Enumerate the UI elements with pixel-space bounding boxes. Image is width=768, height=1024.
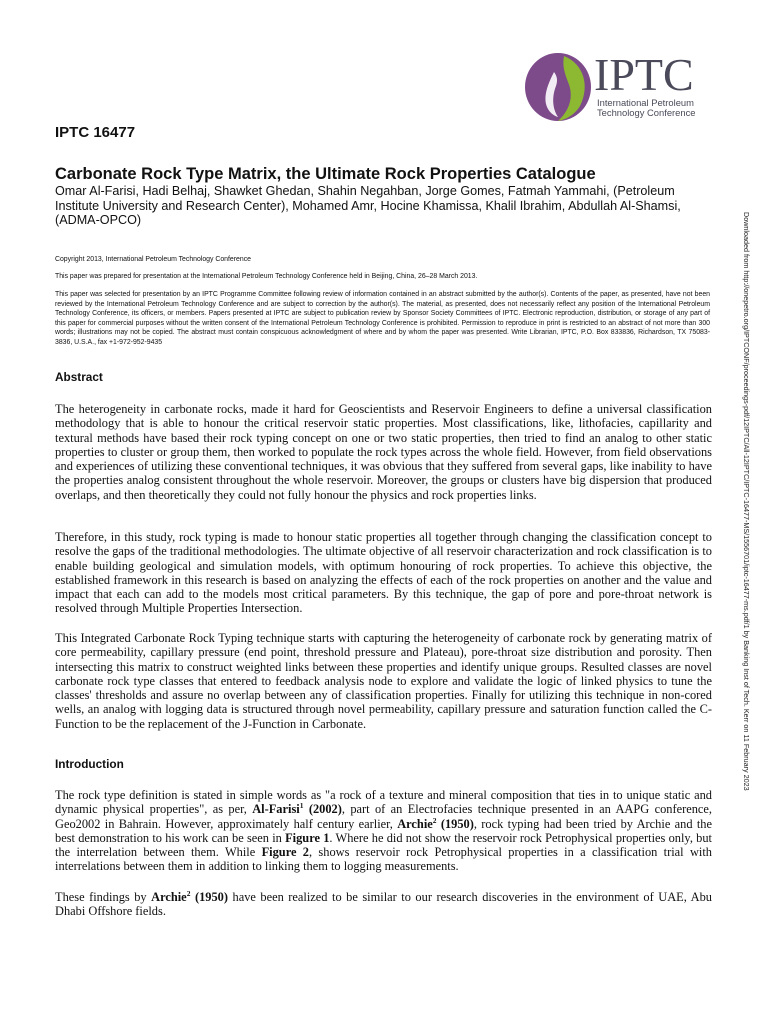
citation-al-farisi: Al-Farisi$^1$ (2002) bbox=[252, 801, 342, 817]
abstract-paragraph-1: The heterogeneity in carbonate rocks, made it hard for Geoscientists and Reservoir Engineers to define a universal classification methodology that is able to honour the critical reservoir static properties. Most classifications, like, lithofacies, capillarity and textural methods have based their rock typing concept on one or two static properties, then tried to find an analog to other static properties to cluster or group them, then worked to populate the rock types across the whole field. However, from field observations and experiences of utilizing these conventional techniques, it was obvious that they suffered from several gaps, like inability to have the properties analog consistent throughout the whole reservoir. Moreover, the groups or clusters have big dispersion that produced overlaps, and then theoretically they could not fully honour the physics and rock properties links. bbox=[55, 402, 712, 502]
download-side-note-text: Downloaded from http://onepetro.org/IPTCONF/proceedings-pdf/12IPTC/All-12IPTC/IPTC-16477-MS/1556701/iptc-16477-ms.pdf/1 by Banking Inst of Tech. Kerr on 11 February 2023 bbox=[742, 212, 751, 791]
paper-title: Carbonate Rock Type Matrix, the Ultimate Rock Properties Catalogue bbox=[55, 165, 596, 183]
logo-subtitle-line1: International Petroleum bbox=[597, 97, 694, 108]
copyright-notice: Copyright 2013, International Petroleum Technology Conference bbox=[55, 256, 251, 263]
presentation-notice: This paper was prepared for presentation at the International Petroleum Technology Conference held in Beijing, China, 26–28 March 2013. bbox=[55, 273, 478, 280]
paper-number: IPTC 16477 bbox=[55, 124, 136, 141]
citation-archie: Archie$^2$ (1950) bbox=[397, 815, 474, 831]
introduction-heading: Introduction bbox=[55, 757, 124, 771]
introduction-paragraph-1: The rock type definition is stated in simple words as "a rock of a texture and mineral composition that ties in to unique static and dynamic physical properties", as per, Al-Farisi$^1$ (2002), part of an Electrofacies technique presented in an AAPG conference, Geo2002 in Bahrain. However, approximately half century earlier, Archie$^2$ (1950), rock typing had been tried by Archie and the best demonstration to his work can be seen in Figure 1. Where he did not show the reservoir rock Petrophysical properties only, but the interrelation between them. While Figure 2, shows reservoir rock Petrophysical properties in a classification trial with interrelations between them in addition to linking them to logging measurements. bbox=[55, 788, 712, 874]
author-list: Omar Al-Farisi, Hadi Belhaj, Shawket Ghedan, Shahin Negahban, Jorge Gomes, Fatmah Yammahi, (Petroleum Institute University and Research Center), Mohamed Amr, Hocine Khamissa, Khalil Ibrahim, Abdullah Al-Shamsi, (ADMA-OPCO) bbox=[55, 184, 681, 228]
introduction-paragraph-2: These findings by Archie$^2$ (1950) have been realized to be similar to our research discoveries in the environment of UAE, Abu Dhabi Offshore fields. bbox=[55, 888, 712, 919]
drop-logo-icon bbox=[524, 50, 592, 122]
selection-notice: This paper was selected for presentation by an IPTC Programme Committee following review of information contained in an abstract submitted by the author(s). Contents of the paper, as presented, have not been reviewed by the International Petroleum Technology Conference and are subject to correction by the author(s). The material, as presented, does not necessarily reflect any position of the International Petroleum Technology Conference, its officers, or members. Papers presented at IPTC are subject to publication review by Sponsor Society Committees of IPTC. Electronic reproduction, distribution, or storage of any part of this paper for commercial purposes without the written consent of the International Petroleum Technology Conference is prohibited. Permission to reproduce in print is restricted to an abstract of not more than 300 words; illustrations may not be copied. The abstract must contain conspicuous acknowledgment of where and by whom the paper was presented. Write Librarian, IPTC, P.O. Box 833836, Richardson, TX 75083-3836, U.S.A., fax +1-972-952-9435 bbox=[55, 291, 710, 346]
abstract-paragraph-3: This Integrated Carbonate Rock Typing technique starts with capturing the heterogeneity of carbonate rock by generating matrix of core permeability, capillary pressure (end point, threshold pressure and Plateau), pore-throat size distribution and porosity. Then intersecting this matrix to construct weighted links between these properties and identify unique groups. Resulted classes are novel carbonate rock type classes that entered to feedback analysis node to explore and validate the logic of linked physics to tune the classes' thresholds and assure no overlap between any of classification properties. Finally for utilizing this technique in non-cored wells, an analog with logging data is structured through novel permeability, capillary pressure and saturation function called the C-Function to be the replacement of the J-Function in Carbonate. bbox=[55, 631, 712, 731]
iptc-logo bbox=[524, 50, 714, 122]
abstract-heading: Abstract bbox=[55, 370, 103, 384]
figure-1-reference: Figure 1 bbox=[285, 830, 330, 845]
figure-2-reference: Figure 2 bbox=[261, 845, 309, 860]
citation-archie-2: Archie$^2$ (1950) bbox=[151, 888, 228, 904]
abstract-paragraph-2: Therefore, in this study, rock typing is made to honour static properties all together through changing the classification concept to resolve the gaps of the traditional methodologies. The ultimate objective of all reservoir characterization and rock classification is to enable building geological and simulation models, with optimum honouring of rock properties. To achieve this objective, the established framework in this research is based on analyzing the effects of each of the rock properties on another and the value and impact that each can add to the models most critical parameters. By this technique, the gap of pore and pore-throat network is resolved through Multiple Properties Intersection. bbox=[55, 530, 712, 616]
logo-subtitle-line2: Technology Conference bbox=[597, 107, 696, 118]
download-side-note bbox=[739, 212, 751, 812]
logo-wordmark: IPTC bbox=[594, 49, 694, 100]
